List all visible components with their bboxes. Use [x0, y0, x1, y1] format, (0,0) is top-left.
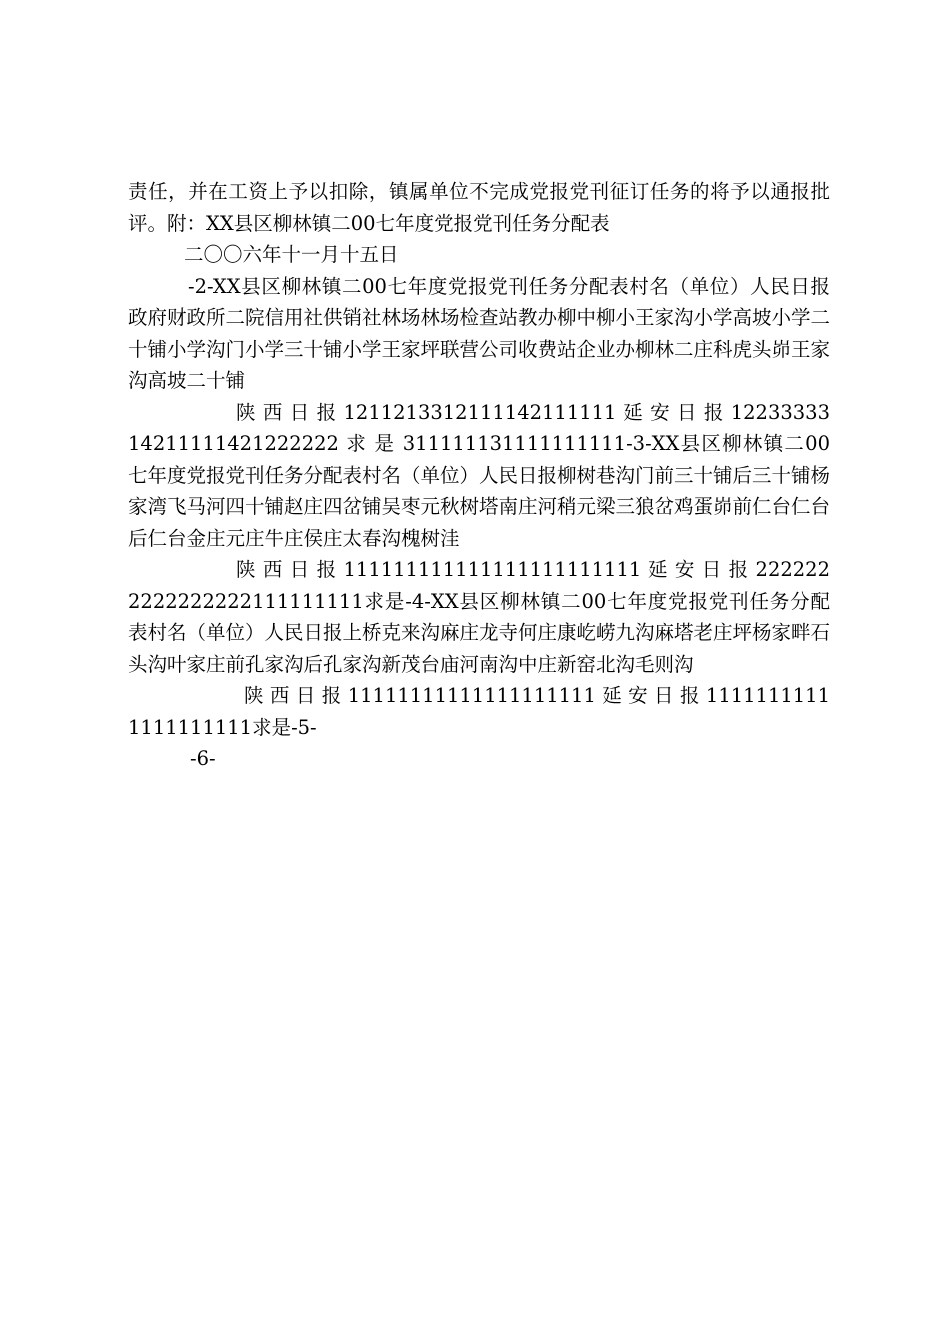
paragraph-table-page-4: 陕 西 日 报 111111111111111111111111 延 安 日 报 2222222222222222111111111求是-4-XX县区柳林镇二00七年度党报党刊任务分配表村名（单位）人民日报上桥克来沟麻庄龙寺何庄康屹崂九沟麻塔老庄坪杨家畔石头沟叶家庄前孔家沟后孔家沟新茂台庙河南沟中庄新窑北沟毛则沟	[128, 558, 831, 676]
paragraph-table-page-3: 陕 西 日 报 1211213312111142111111 延 安 日 报 1223333314211111421222222 求 是 311111131111111111-3-XX县区柳林镇二00七年度党报党刊任务分配表村名（单位）人民日报柳树巷沟门前三十铺后三十铺杨家湾飞马河四十铺赵庄四岔铺吴枣元秋树塔南庄河稍元梁三狼岔鸡蛋峁前仁台仁台后仁台金庄元庄牛庄侯庄太春沟槐树洼	[128, 400, 831, 550]
paragraph-table-page-5: 陕 西 日 报 11111111111111111111 延 安 日 报 11111111111111111111求是-5-	[128, 684, 830, 739]
document-body	[128, 176, 830, 775]
paragraph-table-page-2: -2-XX县区柳林镇二00七年度党报党刊任务分配表村名（单位）人民日报政府财政所二院信用社供销社林场林场检查站教办柳中柳小王家沟小学高坡小学二十铺小学沟门小学三十铺小学王家坪联营公司收费站企业办柳林二庄科虎头峁王家沟高坡二十铺	[128, 274, 831, 392]
paragraph-date: 二〇〇六年十一月十五日	[184, 243, 399, 266]
page-number: -6-	[190, 747, 216, 770]
paragraph-responsibility: 责任，并在工资上予以扣除，镇属单位不完成党报党刊征订任务的将予以通报批评。附：XX县区柳林镇二00七年度党报党刊任务分配表	[128, 180, 830, 235]
